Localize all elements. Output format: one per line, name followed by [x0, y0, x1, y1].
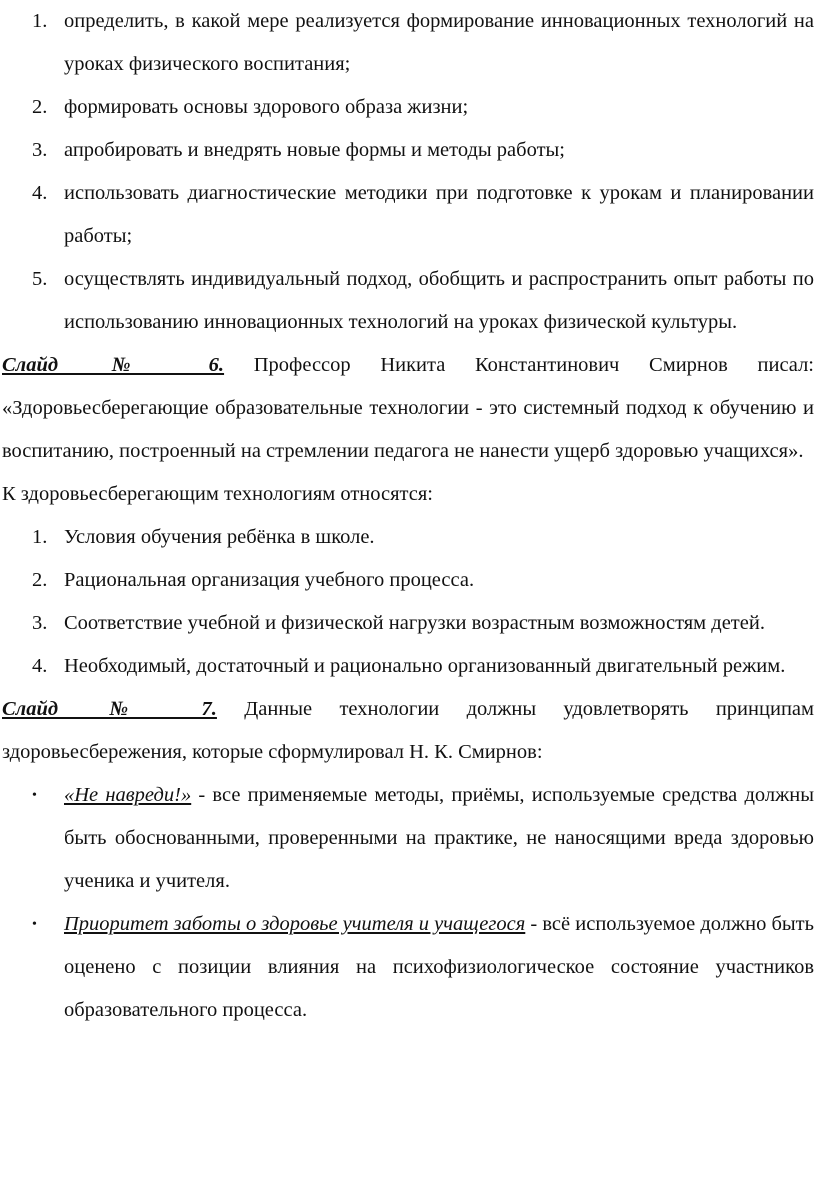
list-text: Условия обучения ребёнка в школе. — [64, 526, 375, 548]
list-number: 2. — [32, 569, 48, 591]
slide7-label: Слайд № 7. — [2, 698, 217, 720]
list-item — [2, 602, 814, 645]
list-text: Соответствие учебной и физической нагрузки возрастным возможностям детей. — [64, 612, 765, 634]
principle-title: Приоритет заботы о здоровье учителя и учащегося — [64, 913, 526, 935]
list-text: осуществлять индивидуальный подход, обобщить и распространить опыт работы по использованию инновационных технологий на уроках физической культуры. — [64, 268, 814, 333]
slide6-text: Профессор Никита Константинович Смирнов писал: «Здоровьесберегающие образовательные технологии - это системный подход к обучению и воспитанию, построенный на стремлении педагога не нанести ущерб здоровью учащихся». — [2, 354, 814, 462]
slide6-label: Слайд № 6. — [2, 354, 225, 376]
list-item — [2, 516, 814, 559]
tech-list — [2, 516, 814, 688]
list-number: 3. — [32, 139, 48, 161]
slide7-text: Данные технологии должны удовлетворять принципам здоровьесбережения, которые сформулировал Н. К. Смирнов: — [2, 698, 814, 763]
bullet-icon: • — [32, 917, 37, 932]
list-item — [2, 774, 814, 903]
list-item — [2, 0, 814, 86]
slide6-paragraph — [2, 344, 814, 473]
list-item — [2, 559, 814, 602]
list-item — [2, 645, 814, 688]
list-text: формировать основы здорового образа жизни; — [64, 96, 469, 118]
list-number: 4. — [32, 182, 48, 204]
list-text: Необходимый, достаточный и рационально организованный двигательный режим. — [64, 655, 786, 677]
list-number: 3. — [32, 612, 48, 634]
goals-list — [2, 0, 814, 344]
list-text: определить, в какой мере реализуется формирование инновационных технологий на уроках физического воспитания; — [64, 10, 814, 75]
list-item — [2, 903, 814, 1032]
list-number: 4. — [32, 655, 48, 677]
list-item — [2, 258, 814, 344]
list-number: 1. — [32, 526, 48, 548]
principle-text: - всё используемое должно быть оценено с позиции влияния на психофизиологическое состояние участников образовательного процесса. — [64, 913, 814, 1021]
list-number: 1. — [32, 10, 48, 32]
slide7-paragraph — [2, 688, 814, 774]
list-number: 5. — [32, 268, 48, 290]
list-item — [2, 86, 814, 129]
principles-list — [2, 774, 814, 1032]
tech-intro: К здоровьесберегающим технологиям относятся: — [2, 483, 433, 505]
principle-text: - все применяемые методы, приёмы, используемые средства должны быть обоснованными, проверенными на практике, не наносящими вреда здоровью ученика и учителя. — [64, 784, 814, 892]
list-item — [2, 129, 814, 172]
list-text: использовать диагностические методики при подготовке к урокам и планировании работы; — [64, 182, 814, 247]
principle-title: «Не навреди!» — [64, 784, 192, 806]
bullet-icon: • — [32, 788, 37, 803]
list-number: 2. — [32, 96, 48, 118]
list-item — [2, 172, 814, 258]
list-text: апробировать и внедрять новые формы и методы работы; — [64, 139, 565, 161]
list-text: Рациональная организация учебного процесса. — [64, 569, 475, 591]
